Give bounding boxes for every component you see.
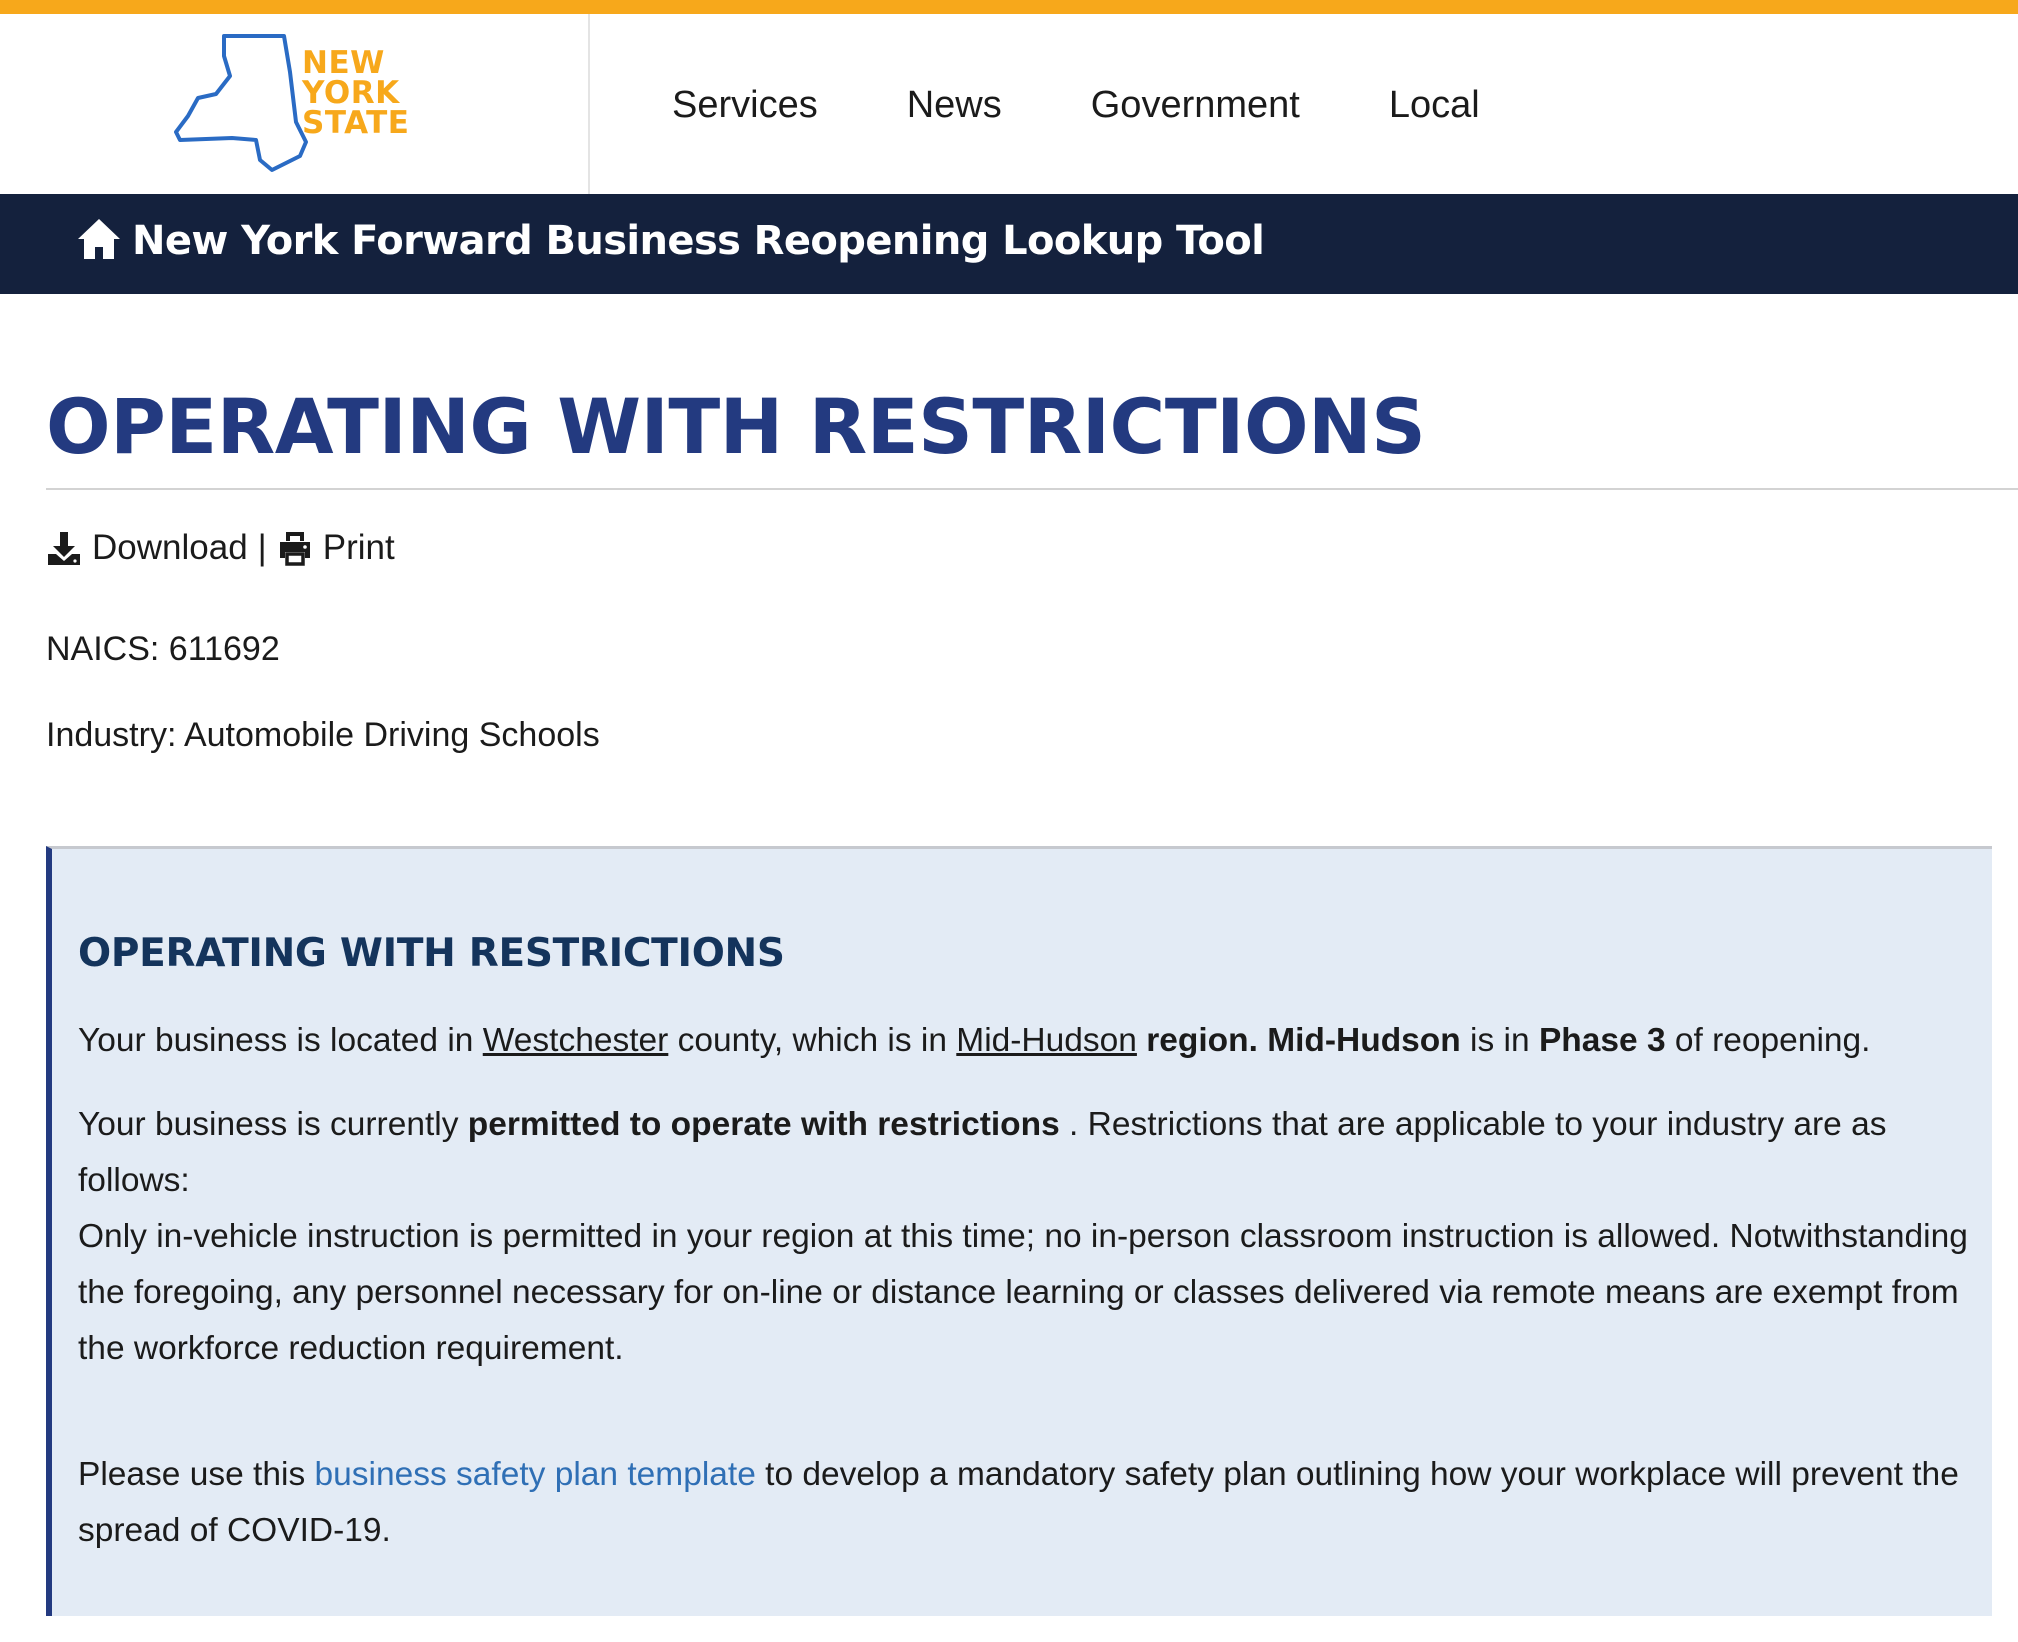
action-links [46, 528, 395, 568]
tool-banner [0, 194, 2018, 294]
title-divider [46, 488, 2018, 490]
nav-news[interactable]: News [906, 84, 1002, 126]
home-icon[interactable] [76, 216, 122, 262]
action-separator: | [257, 528, 267, 567]
logo-line-york: YORK [302, 75, 400, 111]
industry-name: Industry: Automobile Driving Schools [46, 716, 600, 754]
restrictions-paragraph [78, 1097, 1978, 1377]
location-suffix: of reopening. [1674, 1022, 1871, 1059]
site-header [0, 14, 2018, 194]
safety-plan-template-link[interactable]: business safety plan template [314, 1456, 756, 1493]
download-link[interactable] [46, 528, 248, 568]
logo-line-new: NEW [302, 45, 385, 81]
restrictions-prefix: Your business is currently [78, 1106, 459, 1143]
banner-title[interactable]: New York Forward Business Reopening Lookup Tool [132, 218, 1265, 264]
nys-logo-link[interactable] [0, 14, 590, 194]
main-nav [672, 84, 1569, 127]
location-mid: county, which is in [677, 1022, 947, 1059]
page-title: OPERATING WITH RESTRICTIONS [46, 382, 1426, 471]
printer-icon [277, 530, 313, 566]
region-name: Mid-Hudson [1267, 1022, 1461, 1059]
print-label: Print [322, 528, 395, 567]
top-accent-stripe [0, 0, 2018, 14]
safety-plan-paragraph [78, 1447, 1978, 1559]
naics-code: NAICS: 611692 [46, 630, 280, 668]
phase-value: Phase 3 [1538, 1022, 1666, 1059]
logo-line-state: STATE [302, 105, 410, 141]
nys-logo-text [302, 45, 410, 141]
region-suffix: region. [1146, 1022, 1258, 1059]
location-paragraph [78, 1013, 1978, 1069]
safety-plan-suffix: to develop a mandatory safety plan outlining how your workplace will prevent the spread of COVID-19. [78, 1456, 1959, 1549]
download-label: Download [92, 528, 248, 567]
status-heading: OPERATING WITH RESTRICTIONS [78, 931, 785, 976]
location-prefix: Your business is located in [78, 1022, 474, 1059]
nys-state-outline-icon [172, 28, 312, 178]
status-box [46, 846, 1992, 1616]
phase-connector: is in [1470, 1022, 1530, 1059]
print-link[interactable] [277, 528, 395, 568]
download-icon [46, 530, 82, 566]
safety-plan-prefix: Please use this [78, 1456, 306, 1493]
nav-local[interactable]: Local [1388, 84, 1480, 126]
nav-government[interactable]: Government [1090, 84, 1300, 126]
county-link[interactable]: Westchester [482, 1022, 669, 1059]
operating-status: permitted to operate with restrictions [467, 1106, 1060, 1143]
restrictions-suffix: . Restrictions that are applicable to your industry are as follows: [78, 1106, 1887, 1199]
restrictions-detail: Only in-vehicle instruction is permitted in your region at this time; no in-person classroom instruction is allowed. Notwithstanding the foregoing, any personnel necessary for on-line or distance learning or classes delivered via remote means are exempt from the workforce reduction requirement. [78, 1218, 1968, 1367]
nav-services[interactable]: Services [672, 84, 818, 126]
region-link[interactable]: Mid-Hudson [956, 1022, 1137, 1059]
